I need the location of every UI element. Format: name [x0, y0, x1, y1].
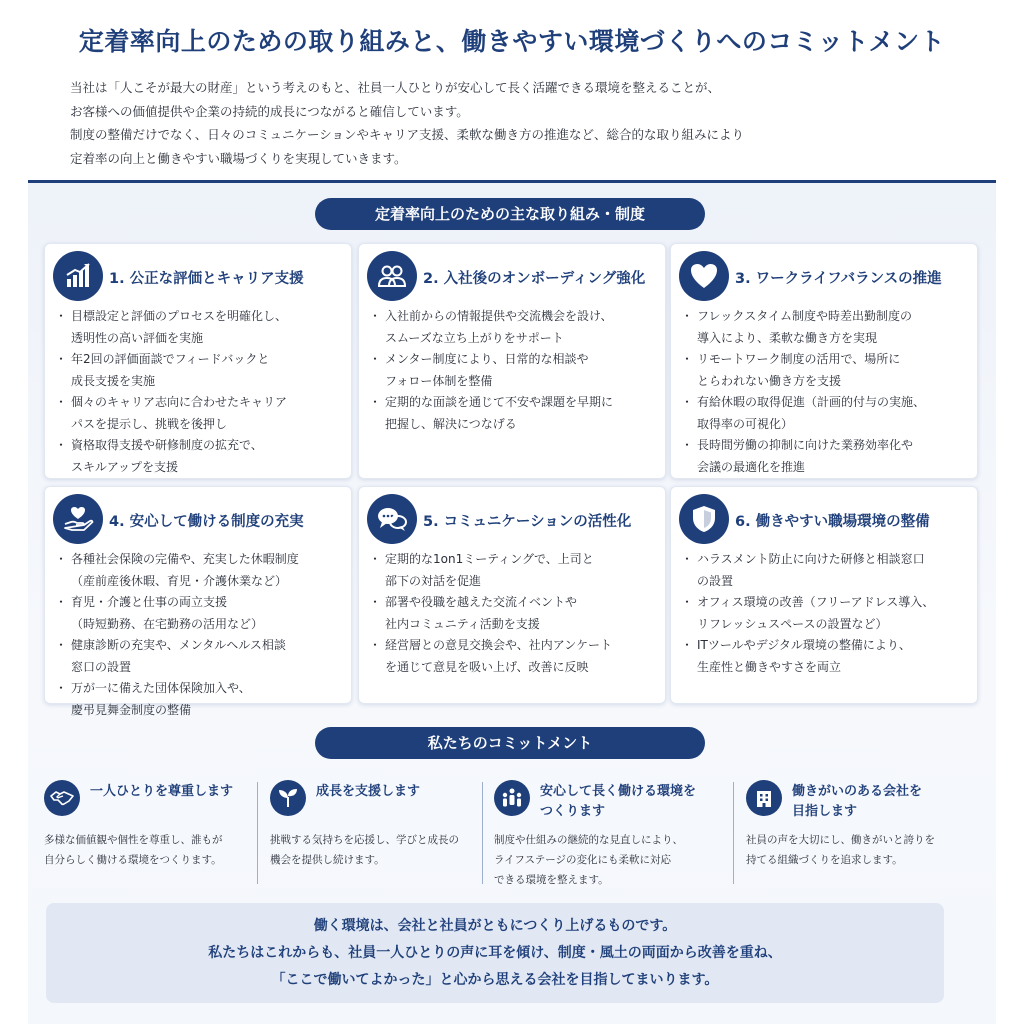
column-divider: [733, 782, 734, 884]
sprout-icon: [270, 780, 306, 816]
list-item: ・ 健康診断の充実や、メンタルヘルス相談 窓口の設置: [57, 635, 347, 678]
list-item: ・ フレックスタイム制度や時差出勤制度の 導入により、柔軟な働き方を実現: [683, 306, 973, 349]
list-item: ・ ITツールやデジタル環境の整備により、 生産性と働きやすさを両立: [683, 635, 973, 678]
list-item: ・ 資格取得支援や研修制度の拡充で、 スキルアップを支援: [57, 435, 347, 478]
list-item: ・ 入社前からの情報提供や交流機会を設け、 スムーズな立ち上がりをサポート: [371, 306, 661, 349]
intro-line: 制度の整備だけでなく、日々のコミュニケーションやキャリア支援、柔軟な働き方の推進など、総合的な取り組みにより: [70, 127, 745, 142]
commitment-respect: [44, 776, 269, 888]
commitment-title: 安心して長く働ける環境を つくります: [540, 784, 697, 819]
closing-line: 私たちはこれからも、社員一人ひとりの声に耳を傾け、制度・風土の両面から改善を重ね、: [208, 945, 782, 961]
list-item: ・ リモートワーク制度の活用で、場所に とらわれない働き方を支援: [683, 349, 973, 392]
card-title: 5. コミュニケーションの活性化: [423, 514, 632, 530]
card-list: [57, 306, 347, 478]
list-item: ・ 育児・介護と仕事の両立支援 （時短勤務、在宅勤務の活用など）: [57, 592, 347, 635]
section-title-initiatives: 定着率向上のための主な取り組み・制度: [315, 198, 705, 230]
card-list: [371, 549, 661, 678]
closing-line: 「ここで働いてよかった」と心から思える会社を目指してまいります。: [271, 972, 719, 988]
list-item: ・ ハラスメント防止に向けた研修と相談窓口 の設置: [683, 549, 973, 592]
initiative-card-work-life-balance: [670, 243, 978, 479]
growth-chart-icon: [53, 251, 103, 301]
intro-text: [70, 76, 970, 170]
initiative-card-onboarding: [358, 243, 666, 479]
commitment-desc: 制度や仕組みの継続的な見直しにより、 ライフステージの変化にも柔軟に対応 できる環境を整えます。: [494, 834, 683, 886]
closing-line: 働く環境は、会社と社員がともにつくり上げるものです。: [313, 918, 677, 934]
list-item: ・ 定期的な1on1ミーティングで、上司と 部下の対話を促進: [371, 549, 661, 592]
handshake-icon: [44, 780, 80, 816]
initiative-card-workplace: [670, 486, 978, 704]
page-title: 定着率向上のための取り組みと、働きやすい環境づくりへのコミットメント: [78, 27, 946, 56]
card-list: [683, 306, 973, 478]
team-icon: [494, 780, 530, 816]
hand-heart-icon: [53, 494, 103, 544]
column-divider: [257, 782, 258, 884]
card-list: [371, 306, 661, 435]
chat-bubbles-icon: [367, 494, 417, 544]
card-list: [57, 549, 347, 721]
initiative-card-evaluation: [44, 243, 352, 479]
people-icon: [367, 251, 417, 301]
list-item: ・ 定期的な面談を通じて不安や課題を早期に 把握し、解決につなげる: [371, 392, 661, 435]
commitment-desc: 多様な価値観や個性を尊重し、誰もが 自分らしく働ける環境をつくります。: [44, 834, 223, 866]
commitment-growth: [270, 776, 495, 888]
shield-icon: [679, 494, 729, 544]
initiative-card-safety-systems: [44, 486, 352, 717]
card-list: [683, 549, 973, 678]
commitment-desc: 挑戦する気持ちを応援し、学びと成長の 機会を提供し続けます。: [270, 834, 459, 866]
list-item: ・ 経営層との意見交換会や、社内アンケート を通じて意見を吸い上げ、改善に反映: [371, 635, 661, 678]
card-title: 3. ワークライフバランスの推進: [735, 271, 942, 287]
commitment-desc: 社員の声を大切にし、働きがいと誇りを 持てる組織づくりを追求します。: [746, 834, 935, 866]
list-item: ・ メンター制度により、日常的な相談や フォロー体制を整備: [371, 349, 661, 392]
section-title-commitment: 私たちのコミットメント: [315, 727, 705, 759]
commitment-title: 成長を支援します: [316, 784, 421, 799]
card-title: 1. 公正な評価とキャリア支援: [109, 271, 304, 287]
list-item: ・ 目標設定と評価のプロセスを明確化し、 透明性の高い評価を実施: [57, 306, 347, 349]
list-item: ・ 長時間労働の抑制に向けた業務効率化や 会議の最適化を推進: [683, 435, 973, 478]
closing-statement: [46, 903, 944, 1003]
heart-icon: [679, 251, 729, 301]
card-title: 2. 入社後のオンボーディング強化: [423, 271, 646, 287]
list-item: ・ 有給休暇の取得促進（計画的付与の実施、 取得率の可視化）: [683, 392, 973, 435]
building-icon: [746, 780, 782, 816]
list-item: ・ 万が一に備えた団体保険加入や、 慶弔見舞金制度の整備: [57, 678, 347, 721]
list-item: ・ 年2回の評価面談でフィードバックと 成長支援を実施: [57, 349, 347, 392]
intro-line: 定着率の向上と働きやすい職場づくりを実現していきます。: [70, 150, 407, 166]
list-item: ・ 各種社会保険の完備や、充実した休暇制度 （産前産後休暇、育児・介護休業など）: [57, 549, 347, 592]
intro-line: お客様への価値提供や企業の持続的成長につながると確信しています。: [70, 103, 469, 119]
card-title: 4. 安心して働ける制度の充実: [109, 514, 304, 530]
commitment-rewarding: [746, 776, 971, 888]
commitment-title: 働きがいのある会社を 目指します: [792, 784, 923, 819]
commitment-title: 一人ひとりを尊重します: [90, 784, 234, 799]
commitment-stability: [494, 776, 719, 888]
intro-line: 当社は「人こそが最大の財産」という考えのもと、社員一人ひとりが安心して長く活躍できる環境を整えることが、: [70, 80, 721, 95]
list-item: ・ 個々のキャリア志向に合わせたキャリア パスを提示し、挑戦を後押し: [57, 392, 347, 435]
list-item: ・ オフィス環境の改善（フリーアドレス導入、 リフレッシュスペースの設置など）: [683, 592, 973, 635]
column-divider: [482, 782, 483, 884]
list-item: ・ 部署や役職を越えた交流イベントや 社内コミュニティ活動を支援: [371, 592, 661, 635]
card-title: 6. 働きやすい職場環境の整備: [735, 514, 930, 530]
initiative-card-communication: [358, 486, 666, 704]
